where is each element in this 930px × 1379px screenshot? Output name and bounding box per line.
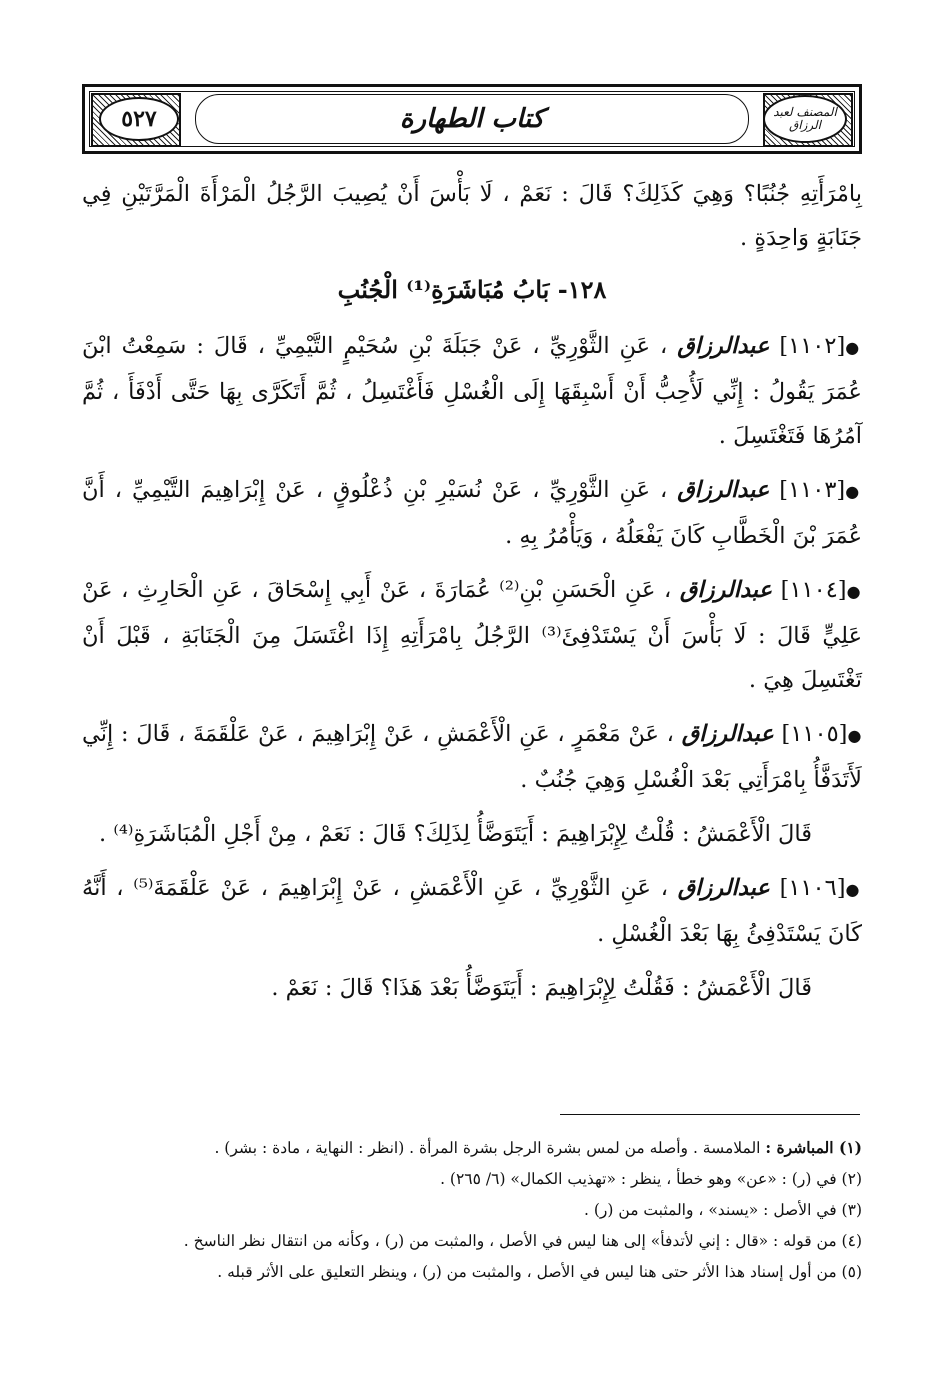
hadith-1105	[82, 712, 862, 802]
book-logo: المصنف لعبد الرزاق	[763, 95, 847, 143]
hadith-text: ، عَنْ مَعْمَرٍ ، عَنِ الْأَعْمَشِ ، عَنْ إِبْرَاهِيمَ ، عَنْ عَلْقَمَةَ ، قَالَ : إِنِّي لَأَتَدَفَّأُ بِامْرَأَتِي بَعْدَ الْغُسْلِ وَهِيَ جُنُبٌ .	[82, 721, 862, 793]
hadith-author: عبدالرزاق	[681, 721, 774, 747]
footnote-text: (٢) في (ر) : «عن» وهو خطأ ، ينظر : «تهذيب الكمال» (٦/ ٢٦٥) .	[440, 1170, 862, 1188]
hadith-1103	[82, 468, 862, 558]
bullet-icon: ●	[847, 726, 862, 745]
hadith-author: عبدالرزاق	[679, 577, 773, 603]
bullet-icon: ●	[845, 338, 863, 357]
hadith-number: [١١٠٥]	[781, 721, 848, 747]
hadith-text: ، عَنِ الثَّوْرِيِّ ، عَنْ جَبَلَةَ بْنِ سُحَيْمٍ التَّيْمِيِّ ، قَالَ : سَمِعْتُ ابْنَ عُمَرَ يَقُولُ : إِنِّي لَأُحِبُّ أَنْ أَسْبِقَهَا إِلَى الْغُسْلِ فَأَغْتَسِلُ ، ثُمَّ أَتَكَرَّى بِهَا حَتَّى أَدْفَأَ ، ثُمَّ آمُرُهَا فَتَغْتَسِلَ .	[82, 333, 862, 449]
footnote-divider	[560, 1114, 860, 1115]
page-header	[82, 84, 862, 154]
footnote-2	[82, 1164, 862, 1195]
bullet-icon: ●	[845, 880, 863, 899]
hadith-number: [١١٠٤]	[780, 577, 847, 603]
footnote-text: (٥) من أول إسناد هذا الأثر حتى هنا ليس في الأصل ، والمثبت من (ر) ، وينظر التعليق على الأثر قبله .	[217, 1263, 862, 1281]
hadith-1106-followup: قَالَ الْأَعْمَشُ : فَقُلْتُ لِإِبْرَاهِيمَ : أَيَتَوَضَّأُ بَعْدَ هَذَا؟ قَالَ : نَعَمْ .	[271, 975, 812, 1001]
hadith-1102	[82, 324, 862, 458]
footnote-text: (٤) من قوله : «قال : إني لأتدفأ» إلى هنا ليس في الأصل ، والمثبت من (ر) ، وكأنه من انتقال نظر الناسخ .	[183, 1232, 862, 1250]
hadith-text: ، عَنِ الثَّوْرِيِّ ، عَنِ الْأَعْمَشِ ، عَنْ إِبْرَاهِيمَ ، عَنْ عَلْقَمَةَ⁽⁵⁾ ، أَنَّهُ كَانَ يَسْتَدْفِئُ بِهَا بَعْدَ الْغُسْلِ .	[82, 875, 862, 947]
bullet-icon: ●	[845, 482, 862, 501]
hadith-number: [١١٠٢]	[779, 333, 846, 359]
footnote-5	[82, 1257, 862, 1288]
page-number: ٥٢٧	[99, 97, 179, 141]
bullet-icon: ●	[846, 582, 862, 601]
footnote-lead: (١) المباشرة :	[765, 1138, 862, 1157]
hadith-1104	[82, 568, 862, 702]
hadith-number: [١١٠٣]	[779, 477, 846, 503]
footnote-text: الملامسة . وأصله من لمس بشرة الرجل بشرة المرأة . (انظر : النهاية ، مادة : بشر) .	[214, 1139, 766, 1157]
footnote-text: (٣) في الأصل : «يسند» ، والمثبت من (ر) .	[584, 1201, 862, 1219]
section-title: ١٢٨- بَابُ مُبَاشَرَةِ⁽¹⁾ الْجُنُبِ	[337, 275, 607, 304]
hadith-author: عبدالرزاق	[677, 477, 770, 503]
footnote-1	[82, 1132, 862, 1164]
hadith-1106	[82, 866, 862, 956]
footnote-3	[82, 1195, 862, 1226]
hadith-author: عبدالرزاق	[677, 875, 770, 901]
footnotes	[82, 1132, 862, 1288]
hadith-text: ، عَنِ الْحَسَنِ بْنِ⁽²⁾ عُمَارَةَ ، عَنْ أَبِي إِسْحَاقَ ، عَنِ الْحَارِثِ ، عَنْ عَلِيٍّ قَالَ : لَا بَأْسَ أَنْ يَسْتَدْفِئَ⁽³⁾ الرَّجُلُ بِامْرَأَتِهِ إِذَا اغْتَسَلَ مِنَ الْجَنَابَةِ ، قَبْلَ أَنْ تَغْتَسِلَ هِيَ .	[82, 577, 862, 693]
hadith-text: ، عَنِ الثَّوْرِيِّ ، عَنْ نُسَيْرِ بْنِ ذُعْلُوقٍ ، عَنْ إِبْرَاهِيمَ التَّيْمِيِّ ، أَنَّ عُمَرَ بْنَ الْخَطَّابِ كَانَ يَفْعَلُهُ ، وَيَأْمُرُ بِهِ .	[82, 477, 862, 549]
main-text	[82, 172, 862, 1020]
hadith-author: عبدالرزاق	[677, 333, 770, 359]
continuation-paragraph: بِامْرَأَتِهِ جُنُبًا؟ وَهِيَ كَذَلِكَ؟ قَالَ : نَعَمْ ، لَا بَأْسَ أَنْ يُصِيبَ الرَّجُلُ الْمَرْأَةَ الْمَرَّتَيْنِ فِي جَنَابَةٍ وَاحِدَةٍ .	[82, 181, 862, 251]
footnote-4	[82, 1226, 862, 1257]
hadith-number: [١١٠٦]	[779, 875, 846, 901]
hadith-1105-followup: قَالَ الْأَعْمَشُ : قُلْتُ لِإِبْرَاهِيمَ : أَيَتَوَضَّأُ لِذَلِكَ؟ قَالَ : نَعَمْ ، مِنْ أَجْلِ الْمُبَاشَرَةِ⁽⁴⁾ .	[99, 821, 812, 847]
chapter-title: كتاب الطهارة	[195, 94, 749, 144]
